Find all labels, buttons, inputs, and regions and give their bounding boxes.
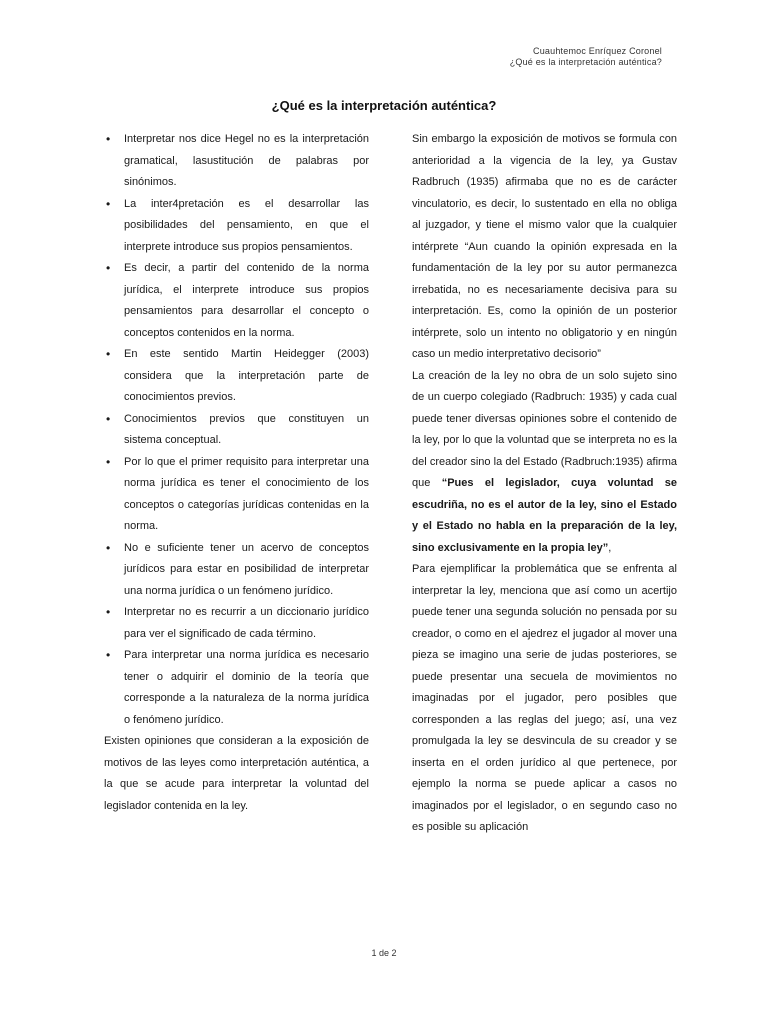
list-item: • La inter4pretación es el desarrollar las posibilidades del pensamiento, en que el interprete introduce sus propios pensamientos. — [104, 194, 369, 259]
bullet-icon: • — [106, 454, 111, 469]
list-item: • Por lo que el primer requisito para interpretar una norma jurídica es tener el conocimiento de los conceptos o categorías jurídicas contenidas en la norma. — [104, 452, 369, 538]
bold-quote: “Pues el legislador, cuya voluntad se escudriña, no es el autor de la ley, sino el Estado y el Estado no habla en la preparación de la ley, sino exclusivamente en la propia ley” — [412, 477, 677, 554]
list-item: • Interpretar no es recurrir a un diccionario jurídico para ver el significado de cada término. — [104, 602, 369, 645]
header-subtitle: ¿Qué es la interpretación auténtica? — [509, 57, 662, 67]
list-item: • En este sentido Martin Heidegger (2003) considera que la interpretación parte de conocimientos previos. — [104, 344, 369, 409]
left-column — [104, 129, 369, 817]
running-header — [510, 46, 662, 68]
bullet-icon: • — [106, 648, 111, 662]
list-item: • Es decir, a partir del contenido de la norma jurídica, el interprete introduce sus propios pensamientos para desarrollar el concepto o conceptos contenidos en la norma. — [104, 258, 369, 344]
right-paragraph-2: La creación de la ley no obra de un solo sujeto sino de un cuerpo colegiado (Radbruch: 1935) y cada cual puede tener diversas opiniones sobre el contenido de la ley, por lo que la voluntad que se interpreta no es la del creador sino la del Estado (Radbruch:1935) afirma que “Pues el legislador, cuya voluntad se escudriña, no es el autor de la ley, sino el Estado y el Estado no habla en la preparación de la ley, sino exclusivamente en la propia ley”, — [412, 369, 677, 554]
bullet-list — [104, 129, 369, 731]
list-item: • No e suficiente tener un acervo de conceptos jurídicos para estar en posibilidad de interpretar una norma jurídica o un fenómeno jurídico. — [104, 538, 369, 603]
bullet-icon: • — [106, 605, 111, 619]
page-number: 1 de 2 — [371, 948, 397, 958]
bullet-icon: • — [106, 540, 111, 555]
bullet-icon: • — [106, 132, 111, 146]
document-title: ¿Qué es la interpretación auténtica? — [271, 98, 497, 113]
bullet-icon: • — [106, 261, 111, 275]
left-paragraph: Existen opiniones que consideran a la exposición de motivos de las leyes como interpretación auténtica, a la que se acude para interpretar la voluntad del legislador contenida en la ley. — [104, 735, 369, 812]
right-paragraph-3: Para ejemplificar la problemática que se enfrenta al interpretar la ley, menciona que así como un acertijo puede tener una segunda solución no pensada por su creador, o como en el ajedrez el jugador al mover una pieza se imagino una serie de judas posteriores, se puede presentar una secuela de movimientos no imaginadas por el jugador, pero posibles que corresponden a las reglas del juego; así, una vez promulgada la ley se desvincula de su creador y se inserta en el orden jurídico al que pertenece, por ejemplo la norma se puede aplicar a casos no imaginados por el legislador, o en segundo caso no es posible su aplicación — [412, 563, 677, 833]
header-author: Cuauhtemoc Enríquez Coronel — [533, 46, 662, 56]
list-item: • Interpretar nos dice Hegel no es la interpretación gramatical, lasustitución de palabras por sinónimos. — [104, 129, 369, 194]
bullet-icon: • — [106, 347, 111, 361]
bullet-icon: • — [106, 411, 111, 426]
right-paragraph-1: Sin embargo la exposición de motivos se formula con anterioridad a la vigencia de la ley, ya Gustav Radbruch (1935) afirmaba que no es de carácter vinculatorio, es decir, lo sustentado en ella no obliga al juzgador, y tiene el mismo valor que la cualquier intérprete “Aun cuando la opinión expresada en la fundamentación de la ley por su autor permanezca irrebatida, no es necesariamente decisiva para su interpretación. Es, como la opinión de un posterior intérprete, solo un intento no obligatorio y en ningún caso un medio interpretativo decisorio” — [412, 133, 677, 360]
right-column — [412, 129, 677, 839]
list-item: • Conocimientos previos que constituyen un sistema conceptual. — [104, 409, 369, 452]
list-item: • Para interpretar una norma jurídica es necesario tener o adquirir el dominio de la teoría que corresponde a la naturaleza de la norma jurídica o fenómeno jurídico. — [104, 645, 369, 731]
bullet-icon: • — [106, 196, 111, 211]
